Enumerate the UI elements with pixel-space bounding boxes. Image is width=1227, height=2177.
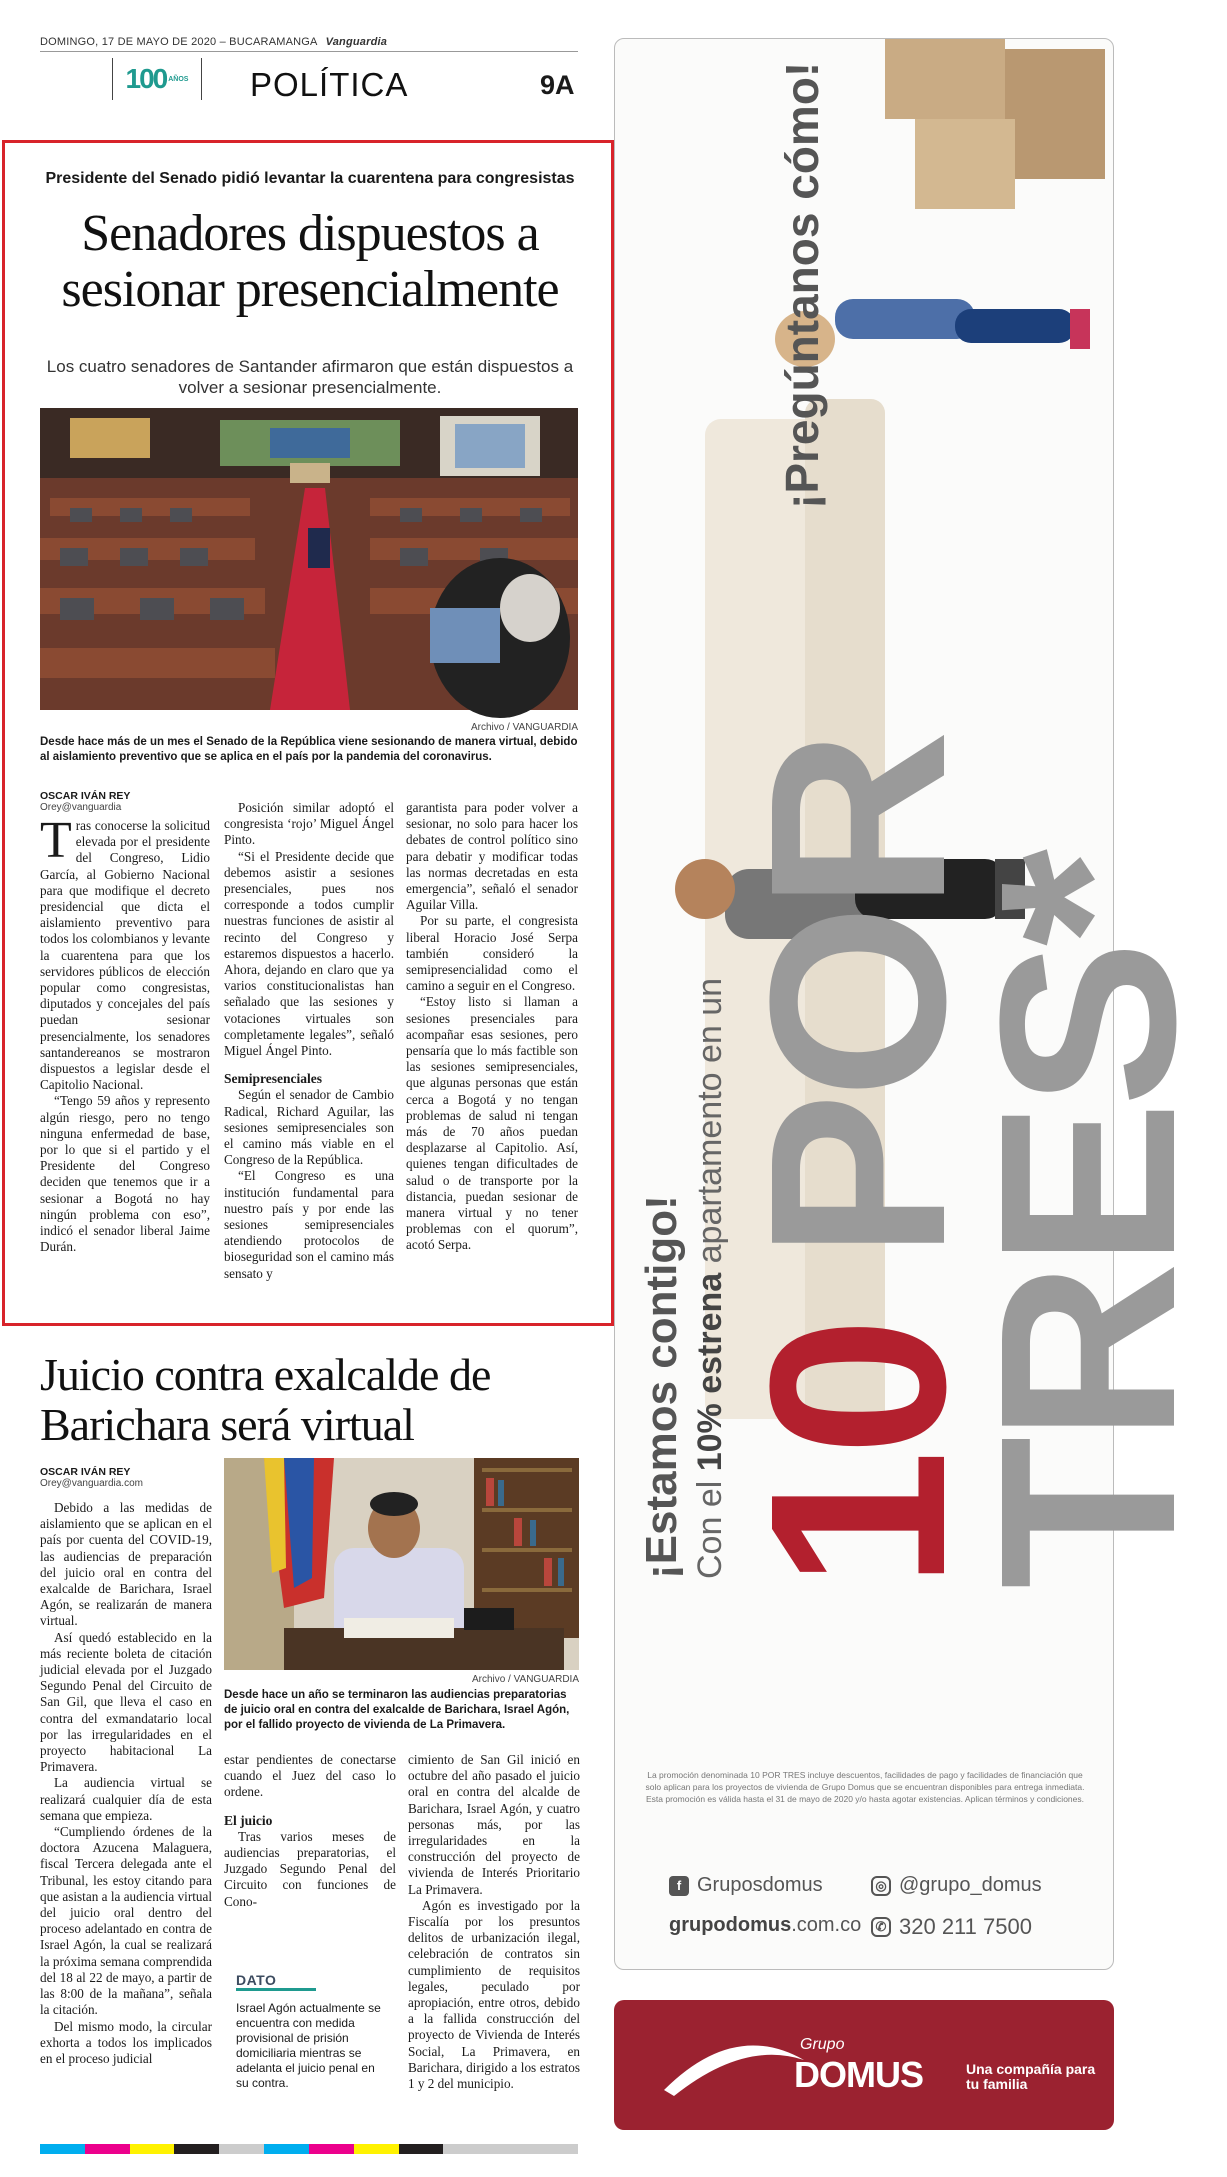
color-swatch [40, 2144, 85, 2154]
article2-headline[interactable]: Juicio contra exalcalde de Barichara será virtual [40, 1349, 491, 1450]
paragraph: Por su parte, el congresista liberal Horacio José Serpa también consideró la semipresencialidad como el camino a seguir en el Congreso. [406, 913, 578, 994]
color-swatch [85, 2144, 130, 2154]
ad-subslogan-post: apartamento en un [691, 977, 729, 1273]
article2-column-2 [224, 1752, 396, 1910]
color-swatch [399, 2144, 444, 2154]
dropcap: T [40, 812, 72, 869]
phone-number: 320 211 7500 [899, 1914, 1032, 1939]
paragraph: Así quedó establecido en la más reciente boleta de citación judicial elevada por el Juzgado Segundo Penal del Circuito de San Gil, que lleva el caso en contra del exmandatario local por las irregularidades en el proyecto habitacional La Primavera. [40, 1629, 212, 1775]
photo2-caption: Desde hace un año se terminaron las audiencias preparatorias de juicio oral en contra del exalcalde de Barichara, Israel Agón, por el fallido proyecto de vivienda de La Primavera. [224, 1689, 570, 1731]
website-tld: .com.co [791, 1914, 862, 1936]
color-swatch [264, 2144, 309, 2154]
article1-headline[interactable]: Senadores dispuestos a sesionar presencialmente [61, 205, 559, 318]
paragraph: ras conocerse la solicitud elevada por el presidente del Congreso, Lidio García, al Gobierno Nacional para que modifique el decreto presidencial que dicta el aislamiento preventivo para todos los colombianos y levante la cuarentena para que los servidores públicos de elección popular como congresistas, diputados y concejales del país puedan sesionar presencialmente, los senadores santandereanos se mostraron dispuestos a legislar desde el Capitolio Nacional. [40, 818, 210, 1093]
facebook-icon: f [669, 1876, 689, 1896]
instagram-link[interactable] [871, 1874, 1042, 1897]
paragraph: Según el senador de Cambio Radical, Richard Aguilar, las sesiones semipresenciales son el camino más viable en el Congreso de la República. [224, 1087, 394, 1168]
subheading: Semipresenciales [224, 1071, 322, 1087]
ad-slogan: ¡Estamos contigo! [637, 1195, 686, 1579]
article1-byline: OSCAR IVÁN REY [40, 790, 131, 802]
domus-brand-banner[interactable] [614, 2000, 1114, 2130]
brand-tagline: Una compañía para tu familia [966, 2061, 1096, 2092]
color-swatch [354, 2144, 399, 2154]
anniversary-word: AÑOS [168, 75, 189, 83]
brand-logo-text: DOMUS [794, 2054, 923, 2095]
article2-email[interactable]: Orey@vanguardia.com [40, 1478, 143, 1489]
article1-deck: Los cuatro senadores de Santander afirmaron que están dispuestos a volver a sesionar presencialmente. [46, 357, 574, 397]
photo1-caption: Desde hace más de un mes el Senado de la República viene sesionando de manera virtual, debido al aislamiento preventivo que se aplica en el país por la pandemia del coronavirus. [40, 736, 578, 763]
facebook-link[interactable] [669, 1874, 823, 1897]
article1-column-2 [224, 800, 394, 1282]
dato-title: DATO [236, 1972, 316, 1991]
website-domain: grupodomus [669, 1914, 792, 1936]
brand-prefix: Grupo [800, 2036, 845, 2053]
color-swatch [130, 2144, 175, 2154]
color-swatch [219, 2144, 264, 2154]
paragraph: “Si el Presidente decide que debemos asistir a sesiones presenciales, pues nos corresponde a todos cumplir nuestras funciones de asistir al recinto del Congreso y estaremos dispuestos a hacerlo. Ahora, dejando en claro que ya varios constitucionalistas han señalado que las sesiones y votaciones virtuales son completamente legales”, señaló Miguel Ángel Pinto. [224, 848, 394, 1059]
anniversary-number: 100 [125, 63, 167, 94]
domus-advertisement[interactable] [614, 38, 1227, 1970]
ad-subslogan-pre: Con el [691, 1471, 729, 1579]
paragraph: estar pendientes de conectarse cuando el Juez del caso lo ordene. [224, 1752, 396, 1800]
ad-promo-word: POR TRES* [718, 735, 1227, 1589]
article1-kicker: Presidente del Senado pidió levantar la cuarentena para congresistas [45, 170, 575, 187]
photo1-credit: Archivo / VANGUARDIA [470, 722, 578, 733]
page-number: 9A [540, 70, 575, 100]
section-title: POLÍTICA [250, 66, 409, 103]
paragraph: garantista para poder volver a sesionar, no solo para hacer los debates de control político sino para debatir y modificar todas las normas decretadas en esta emergencia”, señaló el senador Aguilar Villa. [406, 800, 578, 913]
exmayor-office-photo [224, 1458, 579, 1670]
paragraph: “Cumpliendo órdenes de la doctora Azucena Malaguera, fiscal Tercera delegada ante el Tribunal, les estoy citando para que asistan a la audiencia virtual del juicio oral dentro del proceso adelantado en contra de Israel Agón, la cual se realizará la próxima semana comprendida del 18 al 22 de mayo, a partir de las 8:00 de la mañana”, señala la citación. [40, 1824, 212, 2018]
color-swatch [533, 2144, 578, 2154]
ad-legal-text: La promoción denominada 10 POR TRES incluye descuentos, facilidades de pago y facilidades de financiación que solo aplican para los proyectos de vivienda de Grupo Domus que se encuentran disponibles para entrega inmediata. Esta promoción es válida hasta el 31 de mayo de 2020 y/o hasta agotar existencias. Aplican términos y condiciones. [645, 1770, 1085, 1804]
instagram-icon: ◎ [871, 1876, 891, 1896]
paragraph: La audiencia virtual se realizará cualquier día de esta semana que empieza. [40, 1775, 212, 1823]
photo2-credit: Archivo / VANGUARDIA [471, 1674, 579, 1685]
brand-name: Vanguardia [325, 36, 388, 48]
print-color-bar [40, 2144, 578, 2154]
dato-text: Israel Agón actualmente se encuentra con medida provisional de prisión domiciliaria mientras se adelanta el juicio penal en su contra. [236, 2001, 381, 2090]
paragraph: Del mismo modo, la circular exhorta a todos los implicados en el proceso judicial [40, 2018, 212, 2066]
color-swatch [443, 2144, 488, 2154]
instagram-handle: @grupo_domus [899, 1874, 1042, 1896]
article2-column-3 [408, 1752, 580, 2092]
whatsapp-link[interactable] [871, 1914, 1032, 1940]
article1-column-3 [406, 800, 578, 1254]
paragraph: Tras varios meses de audiencias preparatorias, el Juzgado Segundo Penal del Circuito con funciones de Cono- [224, 1828, 396, 1909]
paragraph: Posición similar adoptó el congresista ‘rojo’ Miguel Ángel Pinto. [224, 800, 394, 848]
dato-box [236, 1972, 386, 2091]
ad-rotated-copy [625, 39, 1227, 1599]
facebook-handle: Gruposdomus [697, 1874, 823, 1896]
senate-chamber-illustration [40, 408, 578, 710]
article2-byline: OSCAR IVÁN REY [40, 1466, 131, 1478]
anniversary-logo [112, 58, 202, 100]
paragraph: Agón es investigado por la Fiscalía por los presuntos delitos de urbanización ilegal, celebración de contratos sin cumplimiento de requisitos legales, peculado por apropiación, entre otros, debido a la fallida construcción del proyecto de Vivienda de Interés Social, La Primavera, en Barichara, dirigido a los estratos 1 y 2 del municipio. [408, 1897, 580, 2092]
color-swatch [309, 2144, 354, 2154]
ad-promo-number: 10 [718, 1259, 997, 1589]
paragraph: Debido a las medidas de aislamiento que se aplican en el país por cuenta del COVID-19, las audiencias de preparación del juicio oral en contra del exalcalde de Barichara, Israel Agón, se realizarán de manera virtual. [40, 1500, 212, 1629]
office-illustration [224, 1458, 579, 1670]
domus-swoosh-icon [664, 2030, 804, 2100]
article2-column-1 [40, 1500, 212, 2067]
senate-chamber-photo [40, 408, 578, 710]
paragraph: “El Congreso es una institución fundamental para nuestro país y por ende las sesiones semipresenciales atendiendo protocolos de bioseguridad son el camino más sensato y [224, 1168, 394, 1281]
article1-column-1 [40, 812, 210, 1255]
whatsapp-icon: ✆ [871, 1917, 891, 1937]
paragraph: cimiento de San Gil inició en octubre del año pasado el juicio oral en contra del alcalde de Barichara, Israel Agón, y cuatro personas más, por las irregularidades en la construcción del proyecto de vivienda de Interés Prioritario La Primavera. [408, 1752, 580, 1897]
ad-subslogan-bold: 10% estrena [691, 1272, 729, 1472]
date-text: DOMINGO, 17 DE MAYO DE 2020 – BUCARAMANGA [40, 36, 318, 48]
paragraph: “Tengo 59 años y represento algún riesgo, pero no tengo ninguna enfermedad de base, por lo que si el partido y el Presidente del Congreso deciden que tenemos que ir a sesionar a Bogotá no hay ningún problema con eso”, indicó el senador liberal Jaime Durán. [40, 1093, 210, 1255]
date-line [40, 36, 578, 52]
color-swatch [174, 2144, 219, 2154]
website-link[interactable] [669, 1914, 861, 1937]
color-swatch [488, 2144, 533, 2154]
subheading: El juicio [224, 1812, 273, 1828]
article1-email[interactable]: Orey@vanguardia [40, 802, 122, 813]
ad-call-to-action: ¡Pregúntanos cómo! [776, 61, 828, 509]
paragraph: “Estoy listo si llaman a sesiones presenciales para acompañar esas sesiones, pero pensaría que lo más factible son las sesiones semipresenciales, que algunas personas que están cerca a Bogotá y no tengan problemas de salud ni tengan más de 70 años puedan desplazarse al Capitolio. Así, quienes tengan dificultades de salud o de transporte por la distancia, puedan sesionar de manera virtual y no tener problemas con el quorum”, acotó Serpa. [406, 994, 578, 1253]
